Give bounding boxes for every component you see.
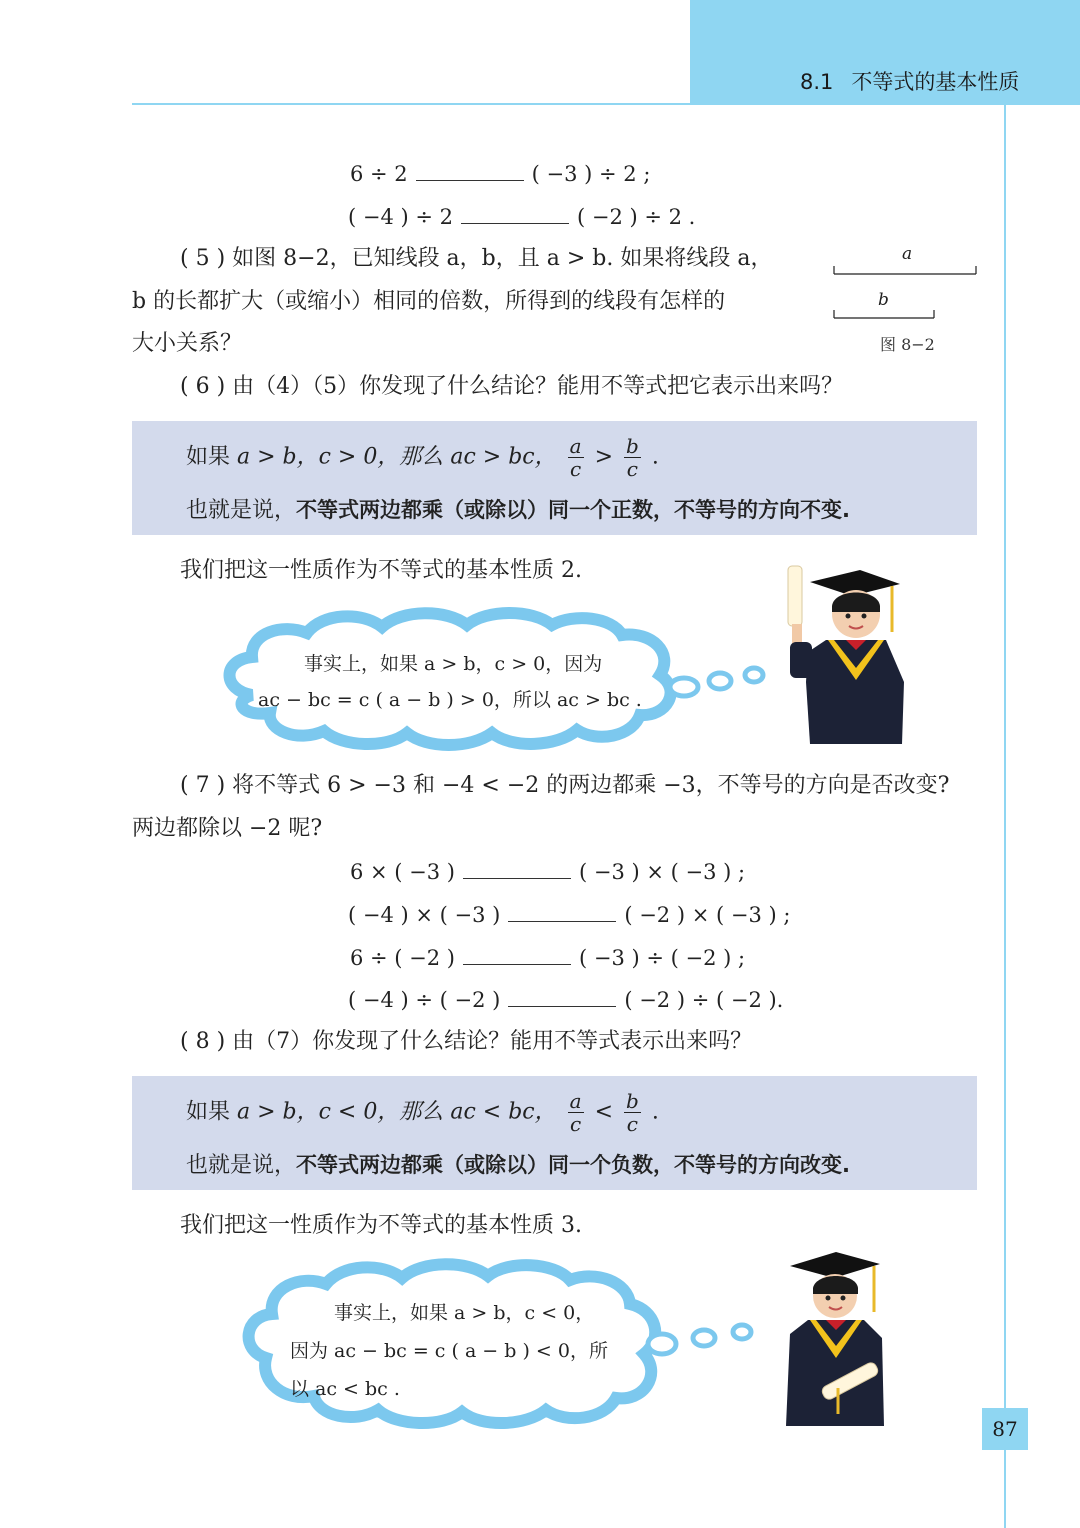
cloud-1-line-1: 事实上，如果 a > b，c > 0，因为 bbox=[304, 653, 603, 675]
exercise-line-2 bbox=[348, 901, 790, 927]
division-line-1 bbox=[350, 160, 650, 186]
fraction-a-over-c bbox=[568, 1090, 584, 1135]
denominator: c bbox=[569, 1112, 582, 1136]
q5-line-3: 大小关系？ bbox=[132, 331, 243, 356]
expr-right: ( −2 ) ÷ ( −2 ). bbox=[624, 988, 784, 1012]
exercise-line-4 bbox=[348, 986, 783, 1012]
figure-caption: 图 8−2 bbox=[880, 335, 935, 354]
answer-blank[interactable] bbox=[508, 986, 616, 1007]
property-3-box bbox=[132, 1076, 977, 1190]
numerator: b bbox=[626, 434, 639, 458]
denominator: c bbox=[626, 1112, 638, 1136]
formula-condition: a > b，c > 0，那么 ac > bc， bbox=[237, 444, 557, 470]
property-2-statement bbox=[186, 493, 850, 524]
answer-blank[interactable] bbox=[463, 944, 571, 965]
property-3-statement bbox=[186, 1148, 850, 1179]
expr-right: ( −3 ) ÷ ( −2 ) ; bbox=[579, 946, 746, 970]
section-number: 8.1 bbox=[800, 70, 834, 94]
cloud-2-line-2: 因为 ac − bc = c ( a − b ) < 0，所 bbox=[290, 1340, 608, 1362]
q8-line: ( 8 ) 由（7）你发现了什么结论？能用不等式表示出来吗？ bbox=[180, 1029, 753, 1054]
cloud-shape bbox=[212, 605, 772, 755]
property-2-box bbox=[132, 421, 977, 535]
statement-prefix: 也就是说， bbox=[186, 1153, 297, 1178]
answer-blank[interactable] bbox=[463, 858, 571, 879]
statement-prefix: 也就是说， bbox=[186, 498, 297, 523]
fraction-b-over-c bbox=[624, 435, 641, 480]
graduate-child-image-1 bbox=[780, 562, 910, 744]
expr-right: ( −3 ) ÷ 2 ; bbox=[531, 162, 651, 186]
cloud-1-line-2: ac − bc = c ( a − b ) > 0，所以 ac > bc . bbox=[258, 689, 642, 711]
expr-left: 6 ÷ ( −2 ) bbox=[350, 946, 455, 970]
formula-prefix: 如果 bbox=[186, 1099, 237, 1125]
expr-left: ( −4 ) ÷ 2 bbox=[348, 205, 453, 229]
formula-end: . bbox=[651, 1099, 659, 1125]
page-number: 87 bbox=[982, 1408, 1028, 1450]
q6-line: ( 6 ) 由（4）（5）你发现了什么结论？能用不等式把它表示出来吗？ bbox=[180, 374, 844, 399]
division-line-2 bbox=[348, 203, 695, 229]
formula-end: . bbox=[651, 444, 659, 470]
cloud-2-line-1: 事实上，如果 a > b，c < 0， bbox=[334, 1302, 595, 1324]
statement-bold: 不等式两边都乘（或除以）同一个负数，不等号的方向改变. bbox=[296, 1153, 850, 1177]
numerator: a bbox=[569, 434, 582, 458]
denominator: c bbox=[569, 457, 582, 481]
relation-symbol: > bbox=[594, 444, 613, 470]
fraction-a-over-c bbox=[568, 435, 584, 480]
section-title bbox=[800, 66, 1019, 96]
figure-8-2 bbox=[832, 244, 982, 356]
section-name: 不等式的基本性质 bbox=[851, 70, 1020, 94]
thought-cloud-1 bbox=[212, 605, 772, 755]
expr-right: ( −3 ) × ( −3 ) ; bbox=[579, 860, 746, 884]
property-3-note: 我们把这一性质作为不等式的基本性质 3. bbox=[180, 1213, 582, 1238]
property-2-note: 我们把这一性质作为不等式的基本性质 2. bbox=[180, 558, 582, 583]
side-rule bbox=[1004, 104, 1006, 1528]
property-3-formula bbox=[186, 1090, 659, 1135]
expr-left: ( −4 ) ÷ ( −2 ) bbox=[348, 988, 501, 1012]
relation-symbol: < bbox=[594, 1099, 613, 1125]
formula-prefix: 如果 bbox=[186, 444, 237, 470]
graduate-child-2-icon bbox=[780, 1248, 890, 1426]
expr-right: ( −2 ) ÷ 2 . bbox=[577, 205, 696, 229]
formula-condition: a > b，c < 0，那么 ac < bc， bbox=[237, 1099, 557, 1125]
expr-left: 6 × ( −3 ) bbox=[350, 860, 455, 884]
q7-line-2: 两边都除以 −2 呢? bbox=[132, 816, 323, 841]
expr-left: ( −4 ) × ( −3 ) bbox=[348, 903, 501, 927]
q5-line-2: b 的长都扩大（或缩小）相同的倍数，所得到的线段有怎样的 bbox=[132, 289, 726, 314]
numerator: b bbox=[626, 1089, 639, 1113]
expr-left: 6 ÷ 2 bbox=[350, 162, 408, 186]
statement-bold: 不等式两边都乘（或除以）同一个正数，不等号的方向不变. bbox=[296, 498, 850, 522]
property-2-formula bbox=[186, 435, 659, 480]
fraction-b-over-c bbox=[624, 1090, 641, 1135]
q7-line-1: ( 7 ) 将不等式 6 > −3 和 −4 < −2 的两边都乘 −3，不等号的方向是否改变? bbox=[180, 773, 950, 798]
segment-a-label: a bbox=[902, 244, 913, 264]
segment-b-label: b bbox=[878, 290, 889, 310]
q5-line-1: ( 5 ) 如图 8−2，已知线段 a，b，且 a > b. 如果将线段 a， bbox=[180, 246, 773, 271]
answer-blank[interactable] bbox=[508, 901, 616, 922]
expr-right: ( −2 ) × ( −3 ) ; bbox=[624, 903, 791, 927]
thought-cloud-2 bbox=[236, 1258, 766, 1430]
denominator: c bbox=[626, 457, 638, 481]
graduate-child-1-icon bbox=[780, 562, 910, 744]
header-rule bbox=[132, 103, 1080, 105]
answer-blank[interactable] bbox=[461, 203, 569, 224]
graduate-child-image-2 bbox=[780, 1248, 890, 1426]
exercise-line-1 bbox=[350, 858, 745, 884]
exercise-line-3 bbox=[350, 944, 745, 970]
cloud-2-line-3: 以 ac < bc . bbox=[290, 1378, 400, 1400]
answer-blank[interactable] bbox=[416, 160, 524, 181]
numerator: a bbox=[569, 1089, 582, 1113]
